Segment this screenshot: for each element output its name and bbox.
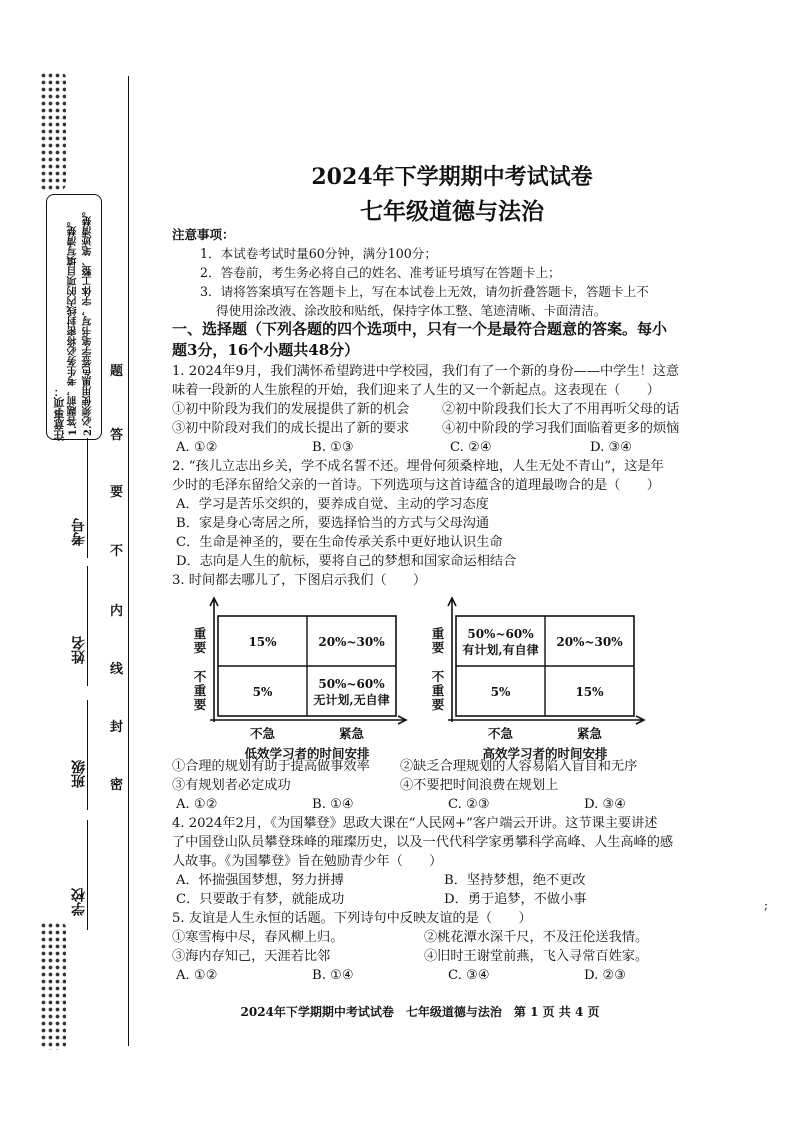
q1-statement-3: ③初中阶段对我们的成长提出了新的要求 (172, 421, 410, 436)
dot-pattern-top (40, 72, 66, 190)
q5-statement-4: ④旧时王谢堂前燕，飞入寻常百姓家。 (424, 949, 649, 964)
q2-option-b[interactable]: B．家是身心寄居之所，要选择恰当的方式与父母沟通 (176, 516, 490, 531)
y-tick-label: 重 (431, 683, 445, 698)
page-footer: 2024年下学期期中考试试卷 七年级道德与法治 第 1 页 共 4 页 (240, 1005, 600, 1019)
y-tick-label: 要 (431, 640, 445, 655)
seal-char: 封 (110, 720, 124, 735)
notice-item-3: 3．请将答案填写在答题卡上，写在本试卷上无效，请勿折叠答题卡，答题卡上不 (200, 284, 649, 299)
q1-option-c[interactable]: C. ②④ (450, 440, 492, 455)
q5-option-c[interactable]: C. ③④ (448, 968, 490, 983)
q4-stem-cont2: 人故事。《为国攀登》旨在勉励青少年（ ） (172, 854, 443, 869)
matrix-cell-note: 有计划,有自律 (462, 643, 539, 657)
y-tick-label: 重 (431, 626, 445, 641)
q2-stem: 2. “孩儿立志出乡关，学不成名誓不还。埋骨何须桑梓地，人生无处不青山”，这是年 (172, 459, 664, 474)
exam-title: 2024年下学期期中考试试卷 (311, 164, 593, 190)
seal-line (128, 76, 129, 1046)
matrix-cell-value: 50%~60% (318, 677, 385, 691)
q3-statement-1: ①合理的规划有助于提高做事效率 (172, 759, 370, 774)
stray-mark: ; (764, 898, 769, 912)
x-tick-label: 不急 (487, 726, 514, 741)
seal-char: 题 (110, 364, 124, 379)
notice-item-1: 1．本试卷考试时量60分钟，满分100分； (200, 246, 437, 261)
exam-subject: 七年级道德与法治 (360, 198, 544, 225)
q1-statement-4: ④初中阶段的学习我们面临着更多的烦恼 (442, 421, 680, 436)
q1-stem: 1. 2024年9月，我们满怀希望跨进中学校园，我们有了一个新的身份——中学生！这意 (172, 364, 680, 379)
q2-option-c[interactable]: C．生命是神圣的，要在生命传承关系中更好地认识生命 (176, 535, 503, 550)
q5-statement-2: ②桃花潭水深千尺，不及汪伦送我情。 (424, 930, 649, 945)
matrix-cell-value: 15% (248, 635, 277, 649)
q3-statement-2: ②缺乏合理规划的人容易陷入盲目和无序 (400, 759, 638, 774)
field-line-class[interactable] (87, 700, 88, 810)
matrix-cell-value: 50%~60% (467, 627, 534, 641)
chart-low-efficiency (192, 590, 412, 762)
q5-option-d[interactable]: D. ②③ (584, 968, 627, 983)
x-tick-label: 紧急 (576, 726, 603, 741)
binding-strip (0, 0, 130, 1123)
field-label-class: 班级 (71, 760, 87, 788)
field-label-name: 姓名 (71, 636, 87, 664)
seal-char: 密 (110, 778, 124, 793)
q3-option-d[interactable]: D. ③④ (584, 797, 627, 812)
seal-char: 要 (110, 485, 124, 500)
seal-char: 答 (110, 428, 124, 443)
q5-statement-1: ①寒雪梅中尽，春风柳上归。 (172, 930, 344, 945)
x-tick-label: 不急 (249, 726, 276, 741)
q2-option-a[interactable]: A．学习是苦乐交织的，要养成自觉、主动的学习态度 (176, 497, 489, 512)
matrix-cell-value: 20%~30% (318, 635, 385, 649)
matrix-cell-value: 15% (575, 685, 604, 699)
q4-option-c[interactable]: C．只要敢于有梦，就能成功 (176, 892, 345, 907)
chart-high-efficiency (430, 590, 650, 762)
q3-option-a[interactable]: A. ①② (176, 797, 218, 812)
y-tick-label: 要 (193, 697, 207, 712)
y-tick-label: 不 (431, 669, 445, 684)
binding-notice-line1: 1.答题前，考生务必将密封线内的项目填写清楚。 (68, 215, 79, 436)
q5-stem: 5. 友谊是人生永恒的话题。下列诗句中反映友谊的是（ ） (172, 911, 532, 926)
field-label-exam-number: 考号 (71, 518, 87, 546)
q1-statement-1: ①初中阶段为我们的发展提供了新的机会 (172, 402, 410, 417)
q3-option-b[interactable]: B. ①④ (312, 797, 354, 812)
y-tick-label: 重 (193, 683, 207, 698)
q4-option-a[interactable]: A．怀揣强国梦想，努力拼搏 (176, 873, 344, 888)
q5-option-a[interactable]: A. ①② (176, 968, 218, 983)
matrix-cell-value: 20%~30% (556, 635, 623, 649)
field-line-school[interactable] (87, 820, 88, 930)
q3-statement-3: ③有规划者必定成功 (172, 778, 291, 793)
section-heading: 一、选择题（下列各题的四个选项中，只有一个是最符合题意的答案。每小 (172, 320, 668, 338)
x-tick-label: 紧急 (338, 726, 365, 741)
chart-title: 低效学习者的时间安排 (244, 746, 370, 761)
notice-item-2: 2．答卷前，考生务必将自己的姓名、准考证号填写在答题卡上； (200, 265, 561, 280)
section-heading-cont: 题3分，16个小题共48分） (172, 341, 360, 359)
q1-stem-cont: 味着一段新的人生旅程的开始，我们迎来了人生的又一个新起点。这表现在（ ） (172, 383, 660, 398)
q4-option-d[interactable]: D．勇于追梦，不做小事 (444, 892, 587, 907)
y-tick-label: 不 (193, 669, 207, 684)
matrix-cell-value: 5% (252, 685, 273, 699)
binding-notice-line2: 2.必须使用黑色签字笔书写，字体工整、笔迹清楚。 (83, 205, 94, 436)
y-tick-label: 要 (193, 640, 207, 655)
q3-option-c[interactable]: C. ②③ (448, 797, 490, 812)
field-line-name[interactable] (87, 566, 88, 686)
q4-option-b[interactable]: B．坚持梦想，绝不更改 (444, 873, 586, 888)
q4-stem-cont: 了中国登山队员攀登珠峰的璀璨历史，以及一代代科学家勇攀科学高峰、人生高峰的感 (172, 835, 674, 850)
field-line-exam-number[interactable] (87, 438, 88, 558)
q1-statement-2: ②初中阶段我们长大了不用再听父母的话 (442, 402, 680, 417)
q2-option-d[interactable]: D．志向是人生的航标，要将自己的梦想和国家命运相结合 (176, 554, 517, 569)
q1-option-b[interactable]: B. ①③ (312, 440, 354, 455)
dot-pattern-bottom (40, 922, 66, 1050)
q5-statement-3: ③海内存知己，天涯若比邻 (172, 949, 331, 964)
q1-option-a[interactable]: A. ①② (176, 440, 218, 455)
q3-statement-4: ④不要把时间浪费在规划上 (400, 778, 559, 793)
notice-item-3-cont: 得使用涂改液、涂改胶和贴纸，保持字体工整、笔迹清晰、卡面清洁。 (216, 303, 607, 318)
q5-option-b[interactable]: B. ①④ (312, 968, 354, 983)
binding-notice-title: 注意事项： (53, 386, 66, 441)
field-label-school: 学校 (71, 888, 87, 916)
y-tick-label: 要 (431, 697, 445, 712)
seal-char: 线 (110, 662, 124, 677)
q3-stem: 3. 时间都去哪儿了，下图启示我们（ ） (172, 573, 427, 588)
notice-heading: 注意事项： (172, 227, 235, 242)
q1-option-d[interactable]: D. ③④ (590, 440, 633, 455)
matrix-cell-value: 5% (490, 685, 511, 699)
y-tick-label: 重 (193, 626, 207, 641)
matrix-cell-note: 无计划,无自律 (313, 693, 390, 707)
chart-title: 高效学习者的时间安排 (482, 746, 608, 761)
seal-char: 内 (110, 604, 124, 619)
seal-char: 不 (110, 544, 124, 559)
q4-stem: 4. 2024年2月，《为国攀登》思政大课在“人民网+”客户端云开讲。这节课主要讲述 (172, 816, 658, 831)
q2-stem-cont: 少时的毛泽东留给父亲的一首诗。下列选项与这首诗蕴含的道理最吻合的是（ ） (172, 478, 660, 493)
